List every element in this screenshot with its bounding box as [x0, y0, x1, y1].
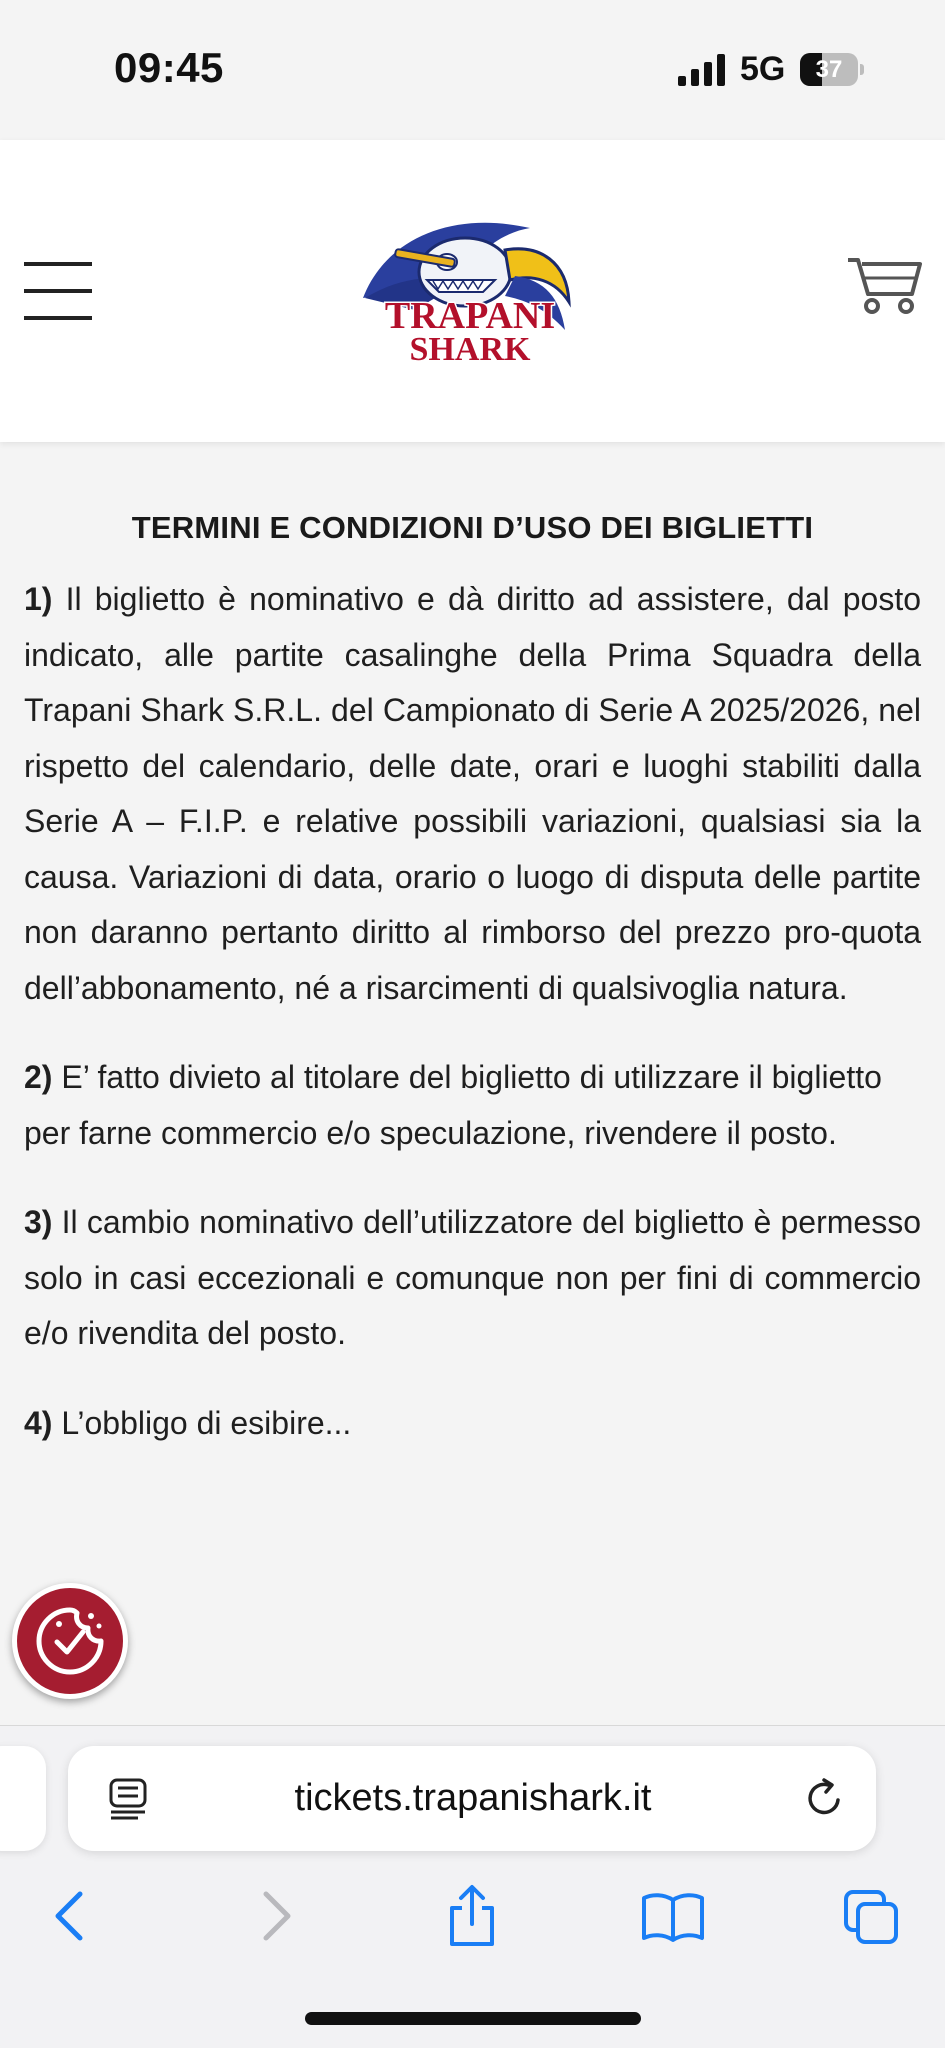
- back-icon[interactable]: [50, 1884, 90, 1948]
- section-text: E’ fatto divieto al titolare del biglietto di utilizzare il biglietto: [61, 1059, 882, 1095]
- term-section-4: [24, 1396, 921, 1452]
- tabs-icon[interactable]: [842, 1884, 902, 1948]
- previous-tab-preview[interactable]: [0, 1746, 46, 1851]
- section-text: dell’abbonamento, né a risarcimenti di qualsivoglia natura.: [24, 969, 848, 1006]
- section-text: L’obbligo di esibire...: [61, 1404, 352, 1441]
- battery-level: 37: [815, 56, 843, 83]
- battery-icon: [800, 53, 862, 86]
- reader-mode-icon[interactable]: [108, 1778, 148, 1820]
- status-time: 09:45: [114, 44, 224, 91]
- logo-text-line2: SHARK: [409, 331, 531, 368]
- section-text: Il cambio nominativo dell’utilizzatore del biglietto è permesso solo in casi eccezionali e comunque non per fini di commercio e/o rivendita del posto.: [24, 1204, 922, 1351]
- section-text: Il biglietto è nominativo e dà diritto ad assistere, dal posto indicato, alle partite casalinghe della Prima Squadra della Trapani Shark S.R.L. del Campionato di Serie A 2025/2026, nel rispetto del calendario, delle date, orari e luoghi stabiliti dalla Serie A – F.I.P. e relative possibili variazioni, qualsiasi sia la causa. Variazioni di data, orario o luogo di: [24, 581, 921, 895]
- network-type: 5G: [740, 50, 786, 88]
- section-number: 1): [24, 581, 53, 617]
- reload-icon[interactable]: [802, 1776, 846, 1820]
- section-number: 2): [24, 1059, 53, 1095]
- section-number: 4): [24, 1404, 53, 1441]
- section-number: 3): [24, 1204, 53, 1240]
- term-section-2: [24, 1050, 921, 1161]
- cookie-consent-icon: [17, 1588, 123, 1694]
- section-text: disputa delle partite non daranno pertanto diritto al rimborso del prezzo pro-quota: [24, 858, 922, 950]
- browser-toolbar: [0, 1725, 945, 2048]
- terms-content: [24, 510, 921, 1485]
- forward-icon[interactable]: [256, 1884, 296, 1948]
- cookie-consent-button[interactable]: [12, 1583, 128, 1699]
- share-icon[interactable]: [446, 1884, 498, 1948]
- term-section-3: [24, 1195, 921, 1362]
- status-bar: [0, 0, 945, 140]
- trapani-shark-logo[interactable]: [355, 210, 585, 370]
- hamburger-menu-icon[interactable]: [24, 262, 92, 320]
- bookmarks-icon[interactable]: [640, 1884, 706, 1948]
- logo-text-line1: TRAPANI: [384, 295, 556, 337]
- home-indicator: [305, 2012, 641, 2025]
- url-text: tickets.trapanishark.it: [294, 1777, 652, 1819]
- cellular-signal-icon: [678, 54, 726, 86]
- shopping-cart-icon[interactable]: [846, 254, 924, 316]
- section-text: per farne commercio e/o speculazione, rivendere il posto.: [24, 1114, 837, 1151]
- address-bar[interactable]: [68, 1746, 876, 1851]
- term-section-1: [24, 572, 921, 1016]
- page-title: TERMINI E CONDIZIONI D’USO DEI BIGLIETTI: [131, 510, 814, 545]
